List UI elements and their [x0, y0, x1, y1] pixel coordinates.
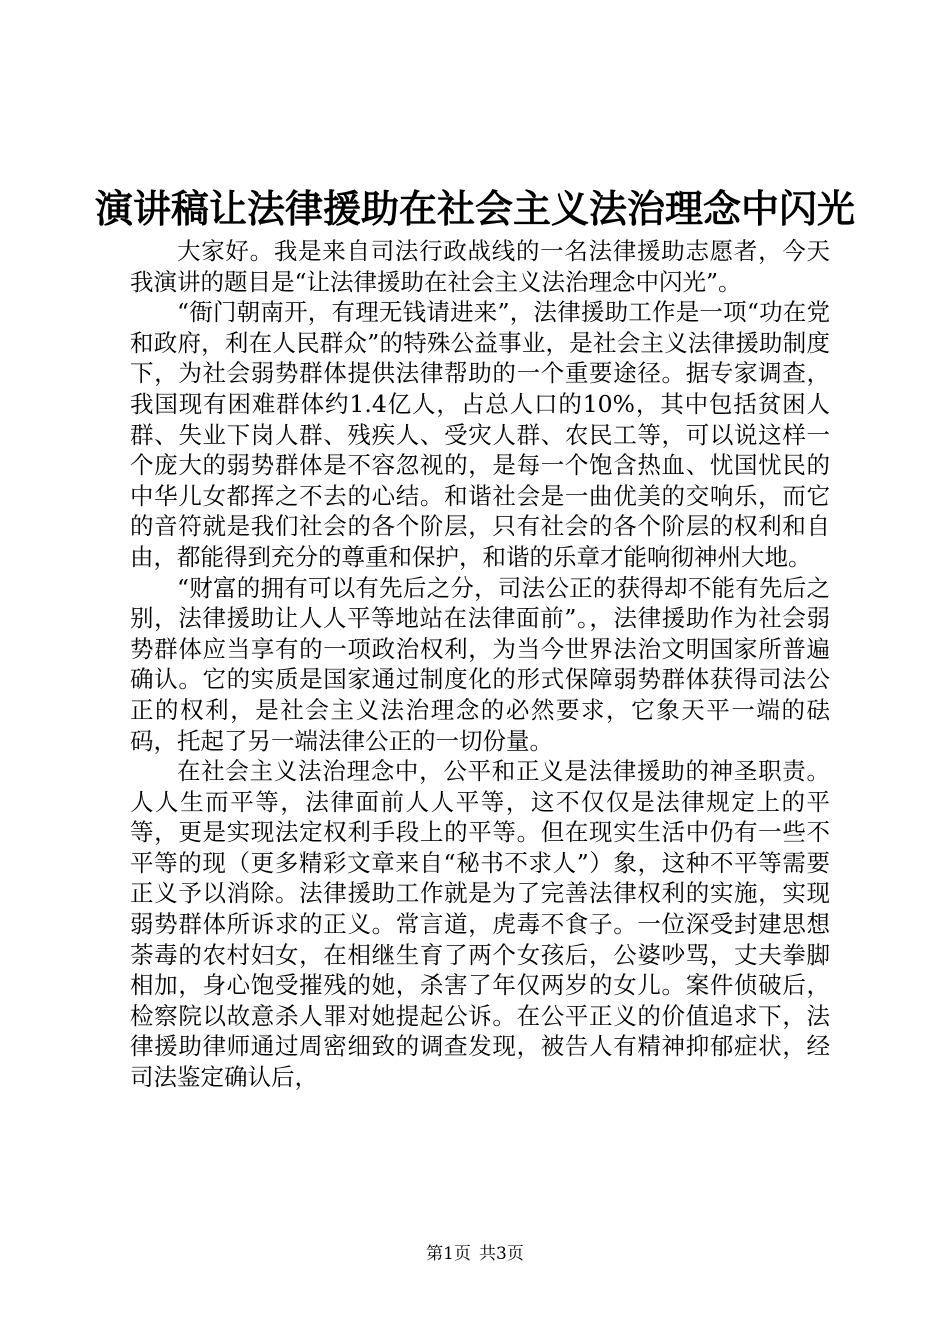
page-footer	[0, 1243, 950, 1265]
document-body	[130, 236, 830, 1093]
paragraph-justice: 在社会主义法治理念中，公平和正义是法律援助的神圣职责。人人生而平等，法律面前人人平等，这不仅仅是法律规定上的平等，更是实现法定权利手段上的平等。但在现实生活中仍有一些不平等的现（更多精彩文章来自“秘书不求人”）象，这种不平等需要正义予以消除。法律援助工作就是为了完善法律权利的实施，实现弱势群体所诉求的正义。常言道，虎毒不食子。一位深受封建思想荼毒的农村妇女，在相继生育了两个女孩后，公婆吵骂，丈夫拳脚相加，身心饱受摧残的她，杀害了年仅两岁的女儿。案件侦破后，检察院以故意杀人罪对她提起公诉。在公平正义的价值追求下，法律援助律师通过周密细致的调查发现，被告人有精神抑郁症状，经司法鉴定确认后，	[130, 757, 830, 1092]
paragraph-greeting: 大家好。我是来自司法行政战线的一名法律援助志愿者，今天我演讲的题目是“让法律援助在社会主义法治理念中闪光”。	[130, 237, 830, 296]
page-total: 共3页	[479, 1244, 524, 1264]
page-number: 第1页	[426, 1244, 471, 1264]
paragraph-legal-aid-intro: “衙门朝南开，有理无钱请进来”，法律援助工作是一项“功在党和政府，利在人民群众”的特殊公益事业，是社会主义法律援助制度下，为社会弱势群体提供法律帮助的一个重要途径。据专家调查，我国现有困难群体约1.4亿人，占总人口的10%，其中包括贫困人群、失业下岗人群、残疾人、受灾人群、农民工等，可以说这样一个庞大的弱势群体是不容忽视的，是每一个饱含热血、忧国忧民的中华儿女都挥之不去的心结。和谐社会是一曲优美的交响乐，而它的音符就是我们社会的各个阶层，只有社会的各个阶层的权利和自由，都能得到充分的尊重和保护，和谐的乐章才能响彻神州大地。	[130, 298, 830, 571]
paragraph-equality: “财富的拥有可以有先后之分，司法公正的获得却不能有先后之别，法律援助让人人平等地站在法律面前”。，法律援助作为社会弱势群体应当享有的一项政治权利，为当今世界法治文明国家所普遍确认。它的实质是国家通过制度化的形式保障弱势群体获得司法公正的权利，是社会主义法治理念的必然要求，它象天平一端的砝码，托起了另一端法律公正的一切份量。	[130, 573, 830, 755]
document-title: 演讲稿让法律援助在社会主义法治理念中闪光	[94, 186, 855, 231]
